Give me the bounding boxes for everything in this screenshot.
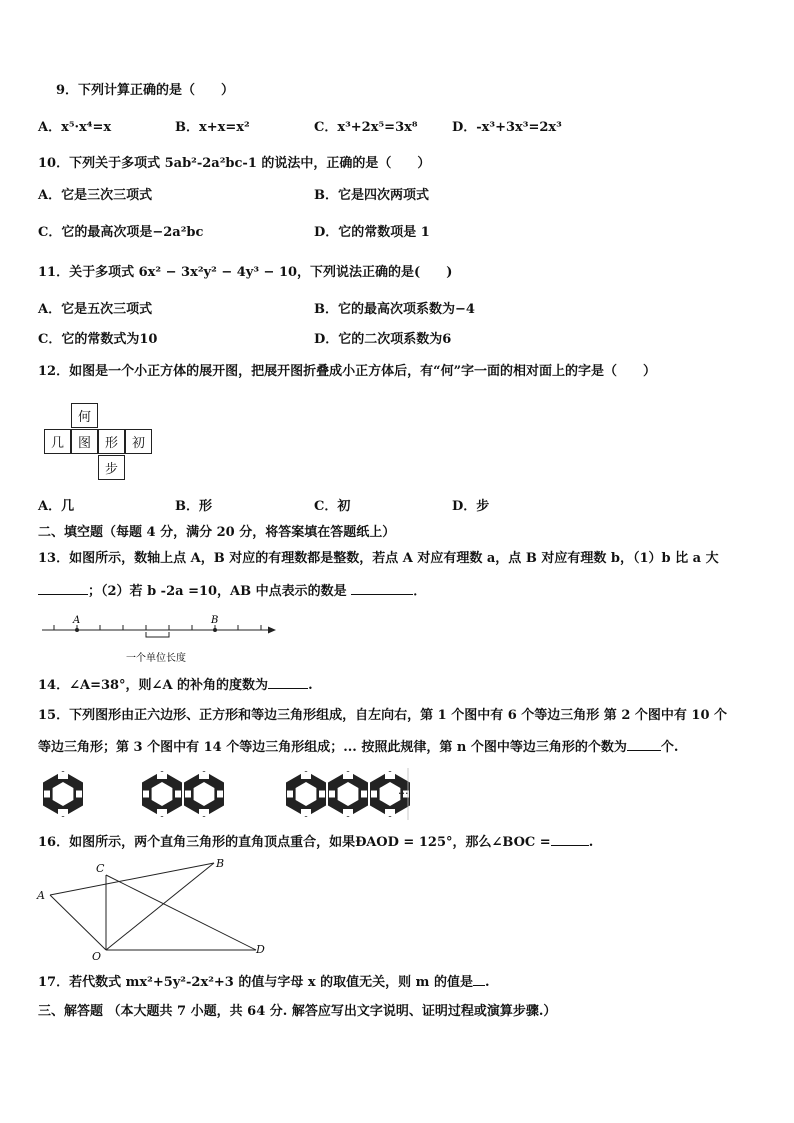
- q9-option-c: C．x³+2x⁵=3x⁸: [314, 120, 418, 135]
- q9-option-d: D．-x³+3x³=2x³: [452, 120, 562, 135]
- segment-ao: [50, 895, 106, 950]
- q17-blank[interactable]: [473, 973, 485, 986]
- q12-option-b: B．形: [175, 499, 212, 514]
- q10-stem: 10．下列关于多项式 5ab²-2a²bc-1 的说法中，正确的是（ ）: [38, 156, 431, 171]
- pattern-figure-1: [43, 771, 83, 817]
- point-b-dot: [213, 628, 217, 632]
- net-cell-1: 几: [44, 429, 71, 454]
- pattern-figure-3: [286, 771, 410, 817]
- q14-blank[interactable]: [268, 676, 308, 689]
- q17-end: .: [484, 975, 490, 990]
- unit-length-bracket: [146, 632, 169, 637]
- q11-option-c: C．它的常数式为10: [38, 332, 158, 347]
- q9-option-b: B．x+x=x²: [175, 120, 250, 135]
- q15-blank[interactable]: [627, 738, 661, 751]
- q13-line2: [38, 582, 426, 601]
- section-3-heading: 三、解答题 （本大题共 7 小题，共 64 分. 解答应写出文字说明、证明过程或演算步骤.）: [38, 1004, 557, 1019]
- pattern-figure-2: [142, 771, 224, 817]
- q12-stem: 12．如图是一个小正方体的展开图，把展开图折叠成小正方体后，有“何”字一面的相对面上的字是（ ）: [38, 364, 657, 379]
- number-line-figure: [40, 613, 280, 669]
- point-c-label: C: [96, 862, 105, 875]
- q14-text: 14．∠A=38°，则∠A 的补角的度数为: [38, 678, 269, 693]
- q11-stem: 11．关于多项式 6x² − 3x²y² − 4y³ − 10，下列说法正确的是( ): [38, 265, 453, 280]
- q13-blank-1[interactable]: [38, 582, 88, 595]
- q14: [38, 676, 313, 695]
- pattern-ellipsis: ...: [398, 784, 409, 797]
- q14-end: .: [308, 678, 313, 693]
- cube-net-figure: [44, 403, 164, 483]
- segment-cd: [106, 875, 256, 950]
- q9-option-a: A．x⁵·x⁴=x: [38, 120, 112, 135]
- q16-text: 16．如图所示，两个直角三角形的直角顶点重合，如果ÐAOD = 125°，那么∠BOC =: [38, 835, 551, 850]
- segment-ab: [50, 863, 214, 895]
- q11-option-b: B．它的最高次项系数为−4: [314, 302, 475, 317]
- q12-option-c: C．初: [314, 499, 351, 514]
- q10-option-c: C．它的最高次项是−2a²bc: [38, 225, 204, 240]
- q16-end: .: [588, 835, 594, 850]
- number-line-arrow: [268, 627, 276, 634]
- q15-line2: [38, 738, 678, 757]
- net-cell-3: 形: [98, 429, 125, 454]
- q10-option-d: D．它的常数项是 1: [314, 225, 430, 240]
- point-b-label: B: [211, 615, 219, 626]
- net-cell-bottom: 步: [98, 455, 125, 480]
- q10-option-b: B．它是四次两项式: [314, 188, 429, 203]
- net-cell-2: 图: [71, 429, 98, 454]
- q11-option-d: D．它的二次项系数为6: [314, 332, 452, 347]
- q17-text: 17．若代数式 mx²+5y²-2x²+3 的值与字母 x 的取值无关，则 m 的值是: [38, 975, 473, 990]
- point-o-label: O: [92, 950, 102, 963]
- point-a-dot: [75, 628, 79, 632]
- point-d-label: D: [256, 943, 265, 956]
- q15-line2-text: 等边三角形；第 3 个图中有 14 个等边三角形组成；... 按照此规律，第 n 个图中等边三角形的个数为: [38, 740, 627, 755]
- q16-blank[interactable]: [551, 833, 589, 846]
- net-cell-top: 何: [71, 403, 98, 428]
- section-2-heading: 二、填空题（每题 4 分，满分 20 分，将答案填在答题纸上）: [38, 525, 396, 540]
- q13-line2-text: ；（2）若 b -2a =10，AB 中点表示的数是: [88, 584, 347, 599]
- q13-blank-2[interactable]: [351, 582, 413, 595]
- q10-option-a: A．它是三次三项式: [38, 188, 153, 203]
- segment-ob: [106, 863, 214, 950]
- number-line-ticks: [54, 625, 261, 630]
- q9-stem: 9．下列计算正确的是（ ）: [56, 83, 235, 98]
- q12-option-a: A．几: [38, 499, 75, 514]
- q17: [38, 973, 490, 992]
- point-a-label: A: [73, 615, 81, 626]
- point-a-label: A: [37, 889, 45, 902]
- q11-option-a: A．它是五次三项式: [38, 302, 153, 317]
- q15-line2-end: 个.: [660, 740, 679, 755]
- right-triangles-figure: [34, 855, 274, 963]
- net-cell-4: 初: [125, 429, 152, 454]
- q15-line1: 15．下列图形由正六边形、正方形和等边三角形组成，自左向右，第 1 个图中有 6 个等边三角形 第 2 个图中有 10 个: [38, 708, 728, 723]
- hexagon-pattern-figure: [34, 766, 414, 822]
- point-b-label: B: [216, 857, 225, 870]
- q16: [38, 833, 593, 852]
- q13-line1: 13．如图所示，数轴上点 A，B 对应的有理数都是整数，若点 A 对应有理数 a，点 B 对应有理数 b，（1）b 比 a 大: [38, 551, 719, 566]
- q12-option-d: D．步: [452, 499, 490, 514]
- unit-length-label: 一个单位长度: [126, 653, 186, 664]
- q13-line2-end: ．: [413, 584, 427, 599]
